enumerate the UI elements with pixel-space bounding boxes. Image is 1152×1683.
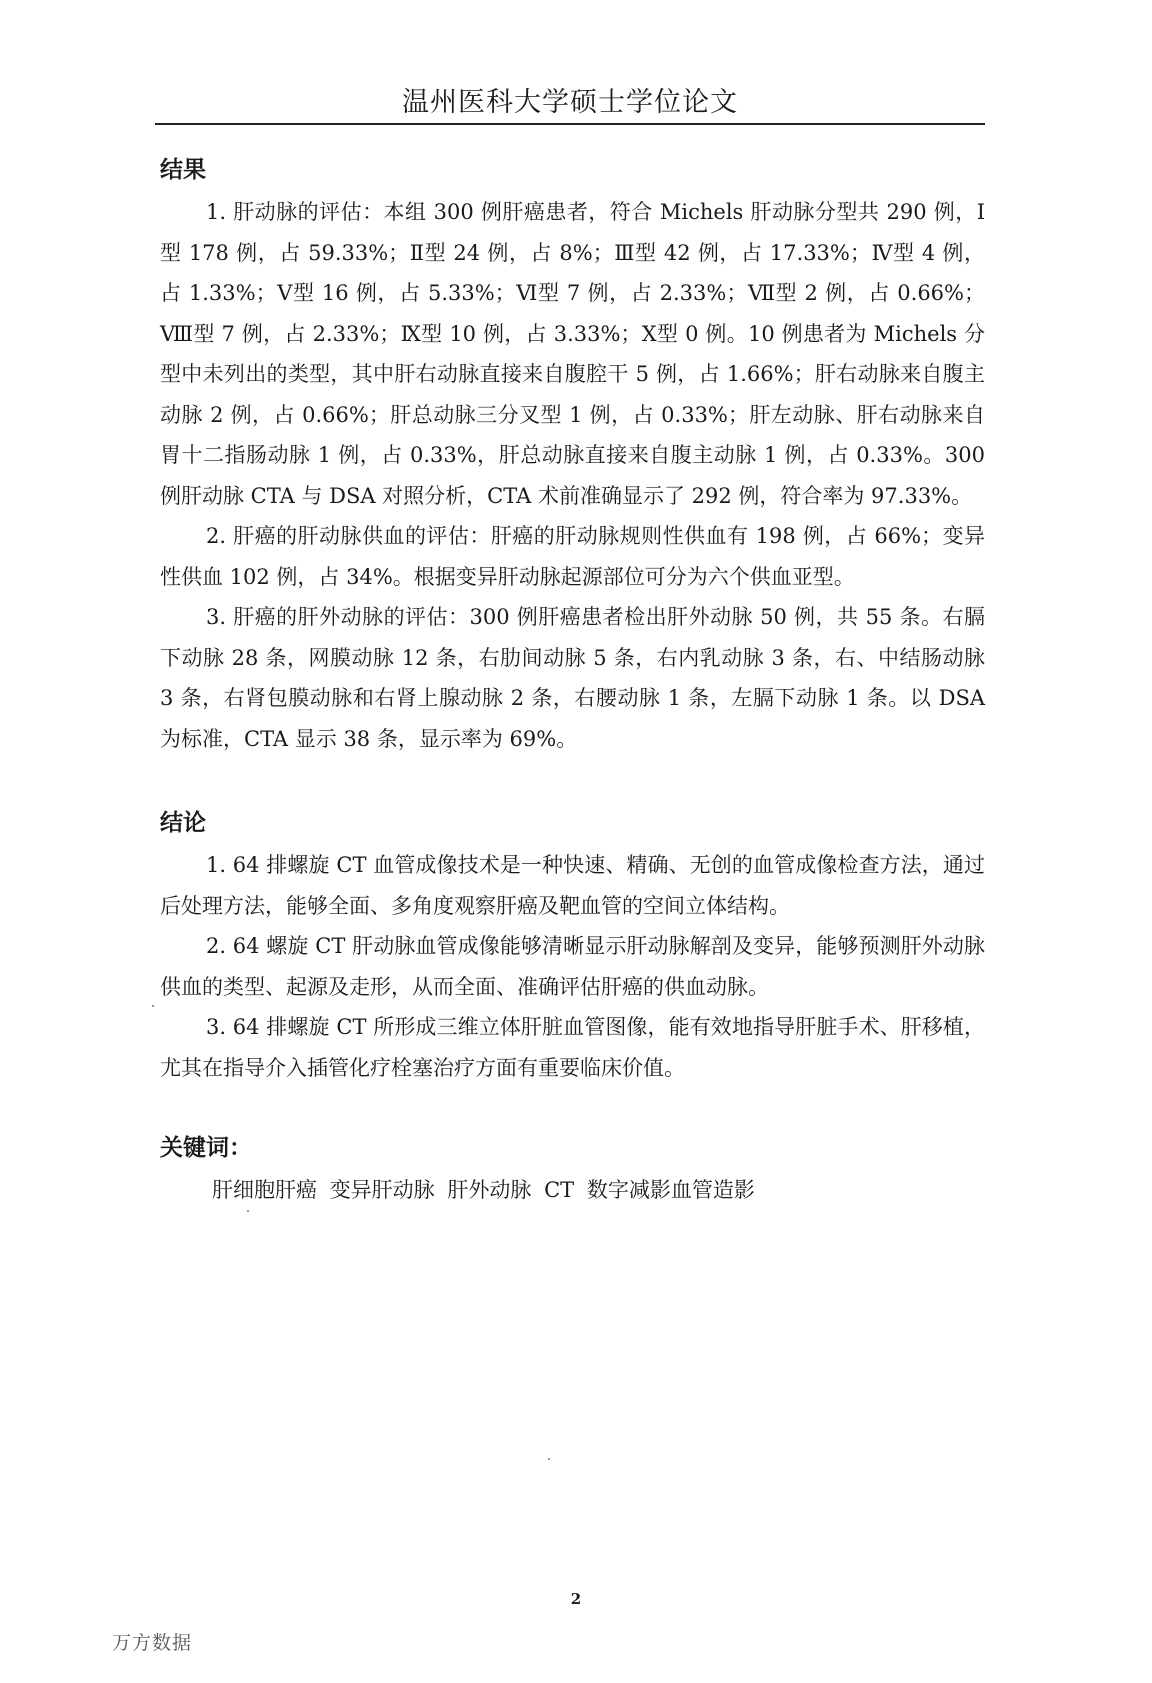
keyword-item: 变异肝动脉	[329, 1178, 435, 1202]
keyword-item: 肝细胞肝癌	[212, 1178, 317, 1202]
scan-speck	[152, 1005, 154, 1007]
header-rule	[155, 123, 985, 125]
watermark-text: 万方数据	[112, 1632, 193, 1654]
page-header-title: 温州医科大学硕士学位论文	[402, 87, 738, 118]
results-heading: 结果	[160, 157, 206, 183]
keyword-item: CT	[544, 1178, 575, 1202]
results-paragraph-1: 1. 肝动脉的评估：本组 300 例肝癌患者，符合 Michels 肝动脉分型共 290 例，Ⅰ型 178 例，占 59.33%；Ⅱ型 24 例，占 8%；Ⅲ型 42 例，占 17.33%；Ⅳ型 4 例，占 1.33%；Ⅴ型 16 例，占 5.33%；Ⅵ型 7 例，占 2.33%；Ⅶ型 2 例，占 0.66%；Ⅷ型 7 例，占 2.33%；Ⅸ型 10 例，占 3.33%；Ⅹ型 0 例。10 例患者为 Michels 分型中未列出的类型，其中肝右动脉直接来自腹腔干 5 例，占 1.66%；肝右动脉来自腹主动脉 2 例，占 0.66%；肝总动脉三分叉型 1 例，占 0.33%；肝左动脉、肝右动脉来自胃十二指肠动脉 1 例，占 0.33%，肝总动脉直接来自腹主动脉 1 例，占 0.33%。300 例肝动脉 CTA 与 DSA 对照分析，CTA 术前准确显示了 292 例，符合率为 97.33%。	[160, 200, 985, 508]
keyword-item: 肝外动脉	[447, 1178, 532, 1202]
page-number: 2	[570, 1590, 582, 1608]
results-paragraph-3: 3. 肝癌的肝外动脉的评估：300 例肝癌患者检出肝外动脉 50 例，共 55 条。右膈下动脉 28 条，网膜动脉 12 条，右肋间动脉 5 条，右内乳动脉 3 条，右、中结肠动脉 3 条，右肾包膜动脉和右肾上腺动脉 2 条，右腰动脉 1 条，左膈下动脉 1 条。以 DSA 为标准，CTA 显示 38 条，显示率为 69%。	[160, 605, 985, 751]
keywords-list	[160, 1170, 985, 1210]
conclusion-paragraph-1: 1. 64 排螺旋 CT 血管成像技术是一种快速、精确、无创的血管成像检查方法，通过后处理方法，能够全面、多角度观察肝癌及靶血管的空间立体结构。	[160, 853, 985, 918]
keyword-item: 数字减影血管造影	[586, 1178, 755, 1202]
conclusion-paragraph-2: 2. 64 螺旋 CT 肝动脉血管成像能够清晰显示肝动脉解剖及变异，能够预测肝外动脉供血的类型、起源及走形，从而全面、准确评估肝癌的供血动脉。	[160, 934, 985, 999]
conclusion-heading: 结论	[160, 810, 206, 836]
page-content	[160, 148, 985, 1210]
keywords-heading: 关键词：	[160, 1135, 252, 1161]
scan-speck	[548, 1458, 550, 1460]
scan-speck	[247, 1210, 249, 1212]
results-paragraph-2: 2. 肝癌的肝动脉供血的评估：肝癌的肝动脉规则性供血有 198 例，占 66%；变异性供血 102 例，占 34%。根据变异肝动脉起源部位可分为六个供血亚型。	[160, 524, 985, 589]
conclusion-paragraph-3: 3. 64 排螺旋 CT 所形成三维立体肝脏血管图像，能有效地指导肝脏手术、肝移植，尤其在指导介入插管化疗栓塞治疗方面有重要临床价值。	[160, 1015, 985, 1080]
